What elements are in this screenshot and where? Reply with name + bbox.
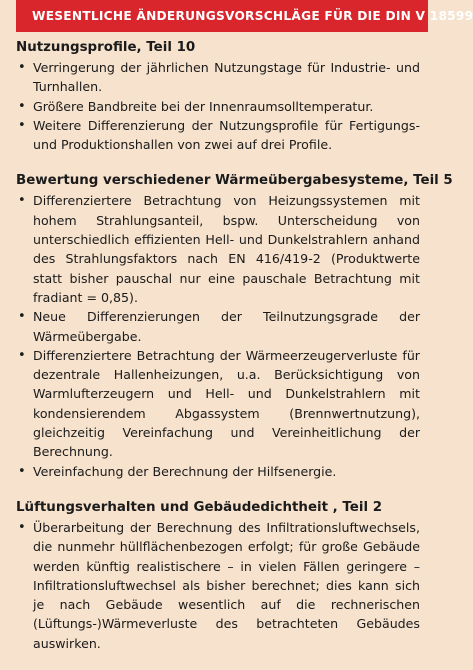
section-title: Bewertung verschiedener Wärmeübergabesysteme, Teil 5 (16, 173, 453, 189)
section-lueftungsverhalten (16, 498, 420, 653)
list-item: • Differenziertere Betrachtung der Wärmeerzeugerverluste für dezentrale Hallenheizungen, u.a. Berücksichtigung von Warmlufterzeugern und Hell- und Dunkelstrahlern mit kondensierendem Abgassystem (Brennwertnutzung), gleichzeitig Vereinfachung und Vereinheitlichung der Berechnung. (16, 346, 420, 462)
bullet-list (16, 58, 420, 154)
list-item: • Verringerung der jährlichen Nutzungstage für Industrie- und Turnhallen. (16, 58, 420, 97)
section-title: Nutzungsprofile, Teil 10 (16, 40, 196, 55)
list-item: • Vereinfachung der Berechnung der Hilfsenergie. (16, 462, 420, 481)
banner-title: WESENTLICHE ÄNDERUNGSVORSCHLÄGE FÜR DIE DIN V 18599 (16, 0, 428, 32)
document-body (16, 38, 453, 670)
bullet-list (16, 518, 420, 653)
list-item: • Weitere Differenzierung der Nutzungsprofile für Fertigungs- und Produktionshallen von zwei auf drei Profile. (16, 116, 420, 155)
list-item: • Überarbeitung der Berechnung des Infiltrationsluftwechsels, die nunmehr hüllflächenbezogen erfolgt; für große Gebäude werden künftig realistischere – in vielen Fällen geringere – Infiltrationsluftwechsel als bisher berechnet; dies kann sich je nach Gebäude wesentlich auf die rechnerischen (Lüftungs-)Wärmeverluste des betrachteten Gebäudes auswirken. (16, 518, 420, 653)
list-item: • Größere Bandbreite bei der Innenraumsolltemperatur. (16, 97, 420, 116)
section-nutzungsprofile (16, 38, 420, 154)
section-title: Lüftungsverhalten und Gebäudedichtheit , Teil 2 (16, 499, 383, 515)
list-item: • Neue Differenzierungen der Teilnutzungsgrade der Wärmeübergabe. (16, 307, 420, 346)
list-item: • Differenziertere Betrachtung von Heizungssystemen mit hohem Strahlungsanteil, bspw. Unterscheidung von unterschiedlich effizienten Hell- und Dunkelstrahlern anhand des Strahlungsfaktors nach EN 416/419-2 (Produktwerte statt bisher pauschal nur eine pauschale Betrachtung mit fradiant = 0,85). (16, 191, 420, 307)
section-waermeuebergabesysteme (16, 171, 453, 480)
bullet-list (16, 191, 420, 480)
